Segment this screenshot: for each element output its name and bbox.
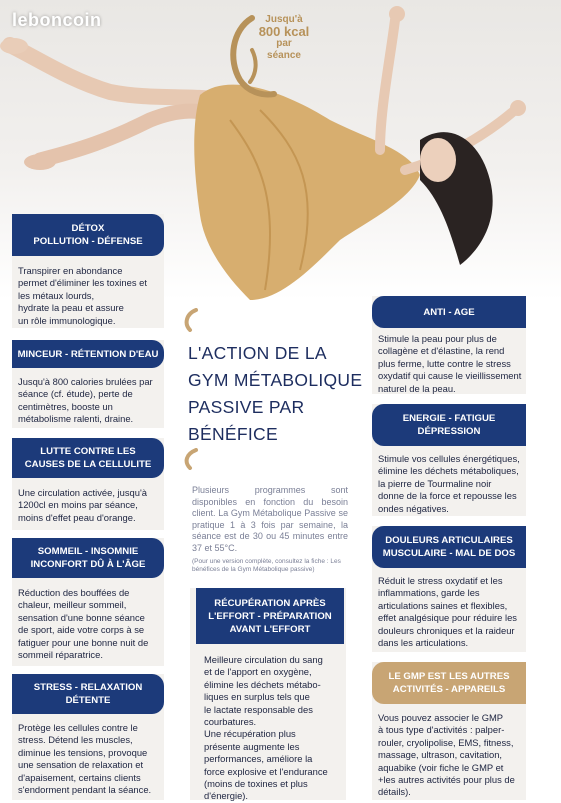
anti-age-text: Stimule la peau pour plus de collagène et d'élastine, la rend plus ferme, lutte contre le stress oxydatif qui cause le vieillissement naturel de la peau. <box>378 333 522 394</box>
title-swirl-bottom-icon <box>180 448 200 470</box>
energie-heading: ENERGIE - FATIGUE DÉPRESSION <box>372 404 526 446</box>
anti-age-heading: ANTI - AGE <box>372 296 526 328</box>
sommeil-text: Réduction des bouffées de chaleur, meilleur sommeil, sensation d'une bonne séance de sport, aide votre corps à se fatiguer pour une bonne nuit de sommeil réparatrice. <box>18 587 149 661</box>
douleurs-heading: DOULEURS ARTICULAIRES MUSCULAIRE - MAL DE DOS <box>372 526 526 568</box>
stress-heading: STRESS - RELAXATION DÉTENTE <box>12 674 164 714</box>
gmp-heading: LE GMP EST LES AUTRES ACTIVITÉS - APPAREILS <box>372 662 526 704</box>
intro-paragraph: Plusieurs programmes sont disponibles en fonction du besoin client. La Gym Métabolique Passive se pratique 1 à 3 fois par semaine, la séance est de 30 ou 45 minutes entre 37 et 55°C. <box>192 485 348 553</box>
cellulite-text: Une circulation activée, jusqu'à 1200cl en moins par séance, moins d'effet peau d'orange. <box>18 487 147 523</box>
sommeil-heading: SOMMEIL - INSOMNIE INCONFORT DÛ À L'ÂGE <box>12 538 164 578</box>
gmp-text: Vous pouvez associer le GMP à tous type d'activités : palper- rouler, cryolipolise, EMS, fitness, massage, ultrason, cavitation, aquabike (voir fiche le GMP et +les autres activités pour plus de détails). <box>378 712 515 798</box>
stress-text: Protège les cellules contre le stress. Détend les muscles, diminue les tensions, provoque une sensation de relaxation et d'apaisement, certains clients s'endorment pendant la séance. <box>18 722 152 796</box>
recuperation-text: Meilleure circulation du sang et de l'apport en oxygène, élimine les déchets métabo- liques en surplus tels que le lactate responsable des courbatures. Une récupération plus présente augmente les performances, améliore la force explosive et l'endurance (moins de toxines et plus d'énergie). <box>204 654 328 802</box>
kcal-badge-text: Jusqu'à 800 kcal par séance <box>258 14 310 61</box>
watermark-logo: leboncoin <box>12 10 102 30</box>
detox-heading: DÉTOX POLLUTION - DÉFENSE <box>12 214 164 256</box>
recuperation-heading: RÉCUPÉRATION APRÈS L'EFFORT - PRÉPARATION AVANT L'EFFORT <box>196 588 344 644</box>
page-title: L'ACTION DE LA GYM MÉTABOLIQUE PASSIVE PAR BÉNÉFICE <box>188 343 363 444</box>
title-swirl-top-icon <box>180 308 200 332</box>
minceur-text: Jusqu'à 800 calories brulées par séance (cf. étude), perte de centimètres, booste un métabolisme ralenti, draine. <box>18 376 153 425</box>
energie-text: Stimule vos cellules énergétiques, élimine les déchets métaboliques, la pierre de Tourmaline noir donne de la force et repousse les ondes négatives. <box>378 453 520 514</box>
douleurs-text: Réduit le stress oxydatif et les inflammations, garde les articulations saines et flexibles, effet analgésique pour réduire les douleurs chroniques et la raideur dans les articulations. <box>378 575 517 649</box>
detox-text: Transpirer en abondance permet d'éliminer les toxines et les métaux lourds, hydrate la peau et assure un rôle immunologique. <box>18 265 147 326</box>
cellulite-heading: LUTTE CONTRE LES CAUSES DE LA CELLULITE <box>12 438 164 478</box>
minceur-heading: MINCEUR - RÉTENTION D'EAU <box>12 340 164 368</box>
intro-footnote: (Pour une version complète, consultez la fiche : Les bénéfices de la Gym Métabolique passive) <box>192 558 341 573</box>
